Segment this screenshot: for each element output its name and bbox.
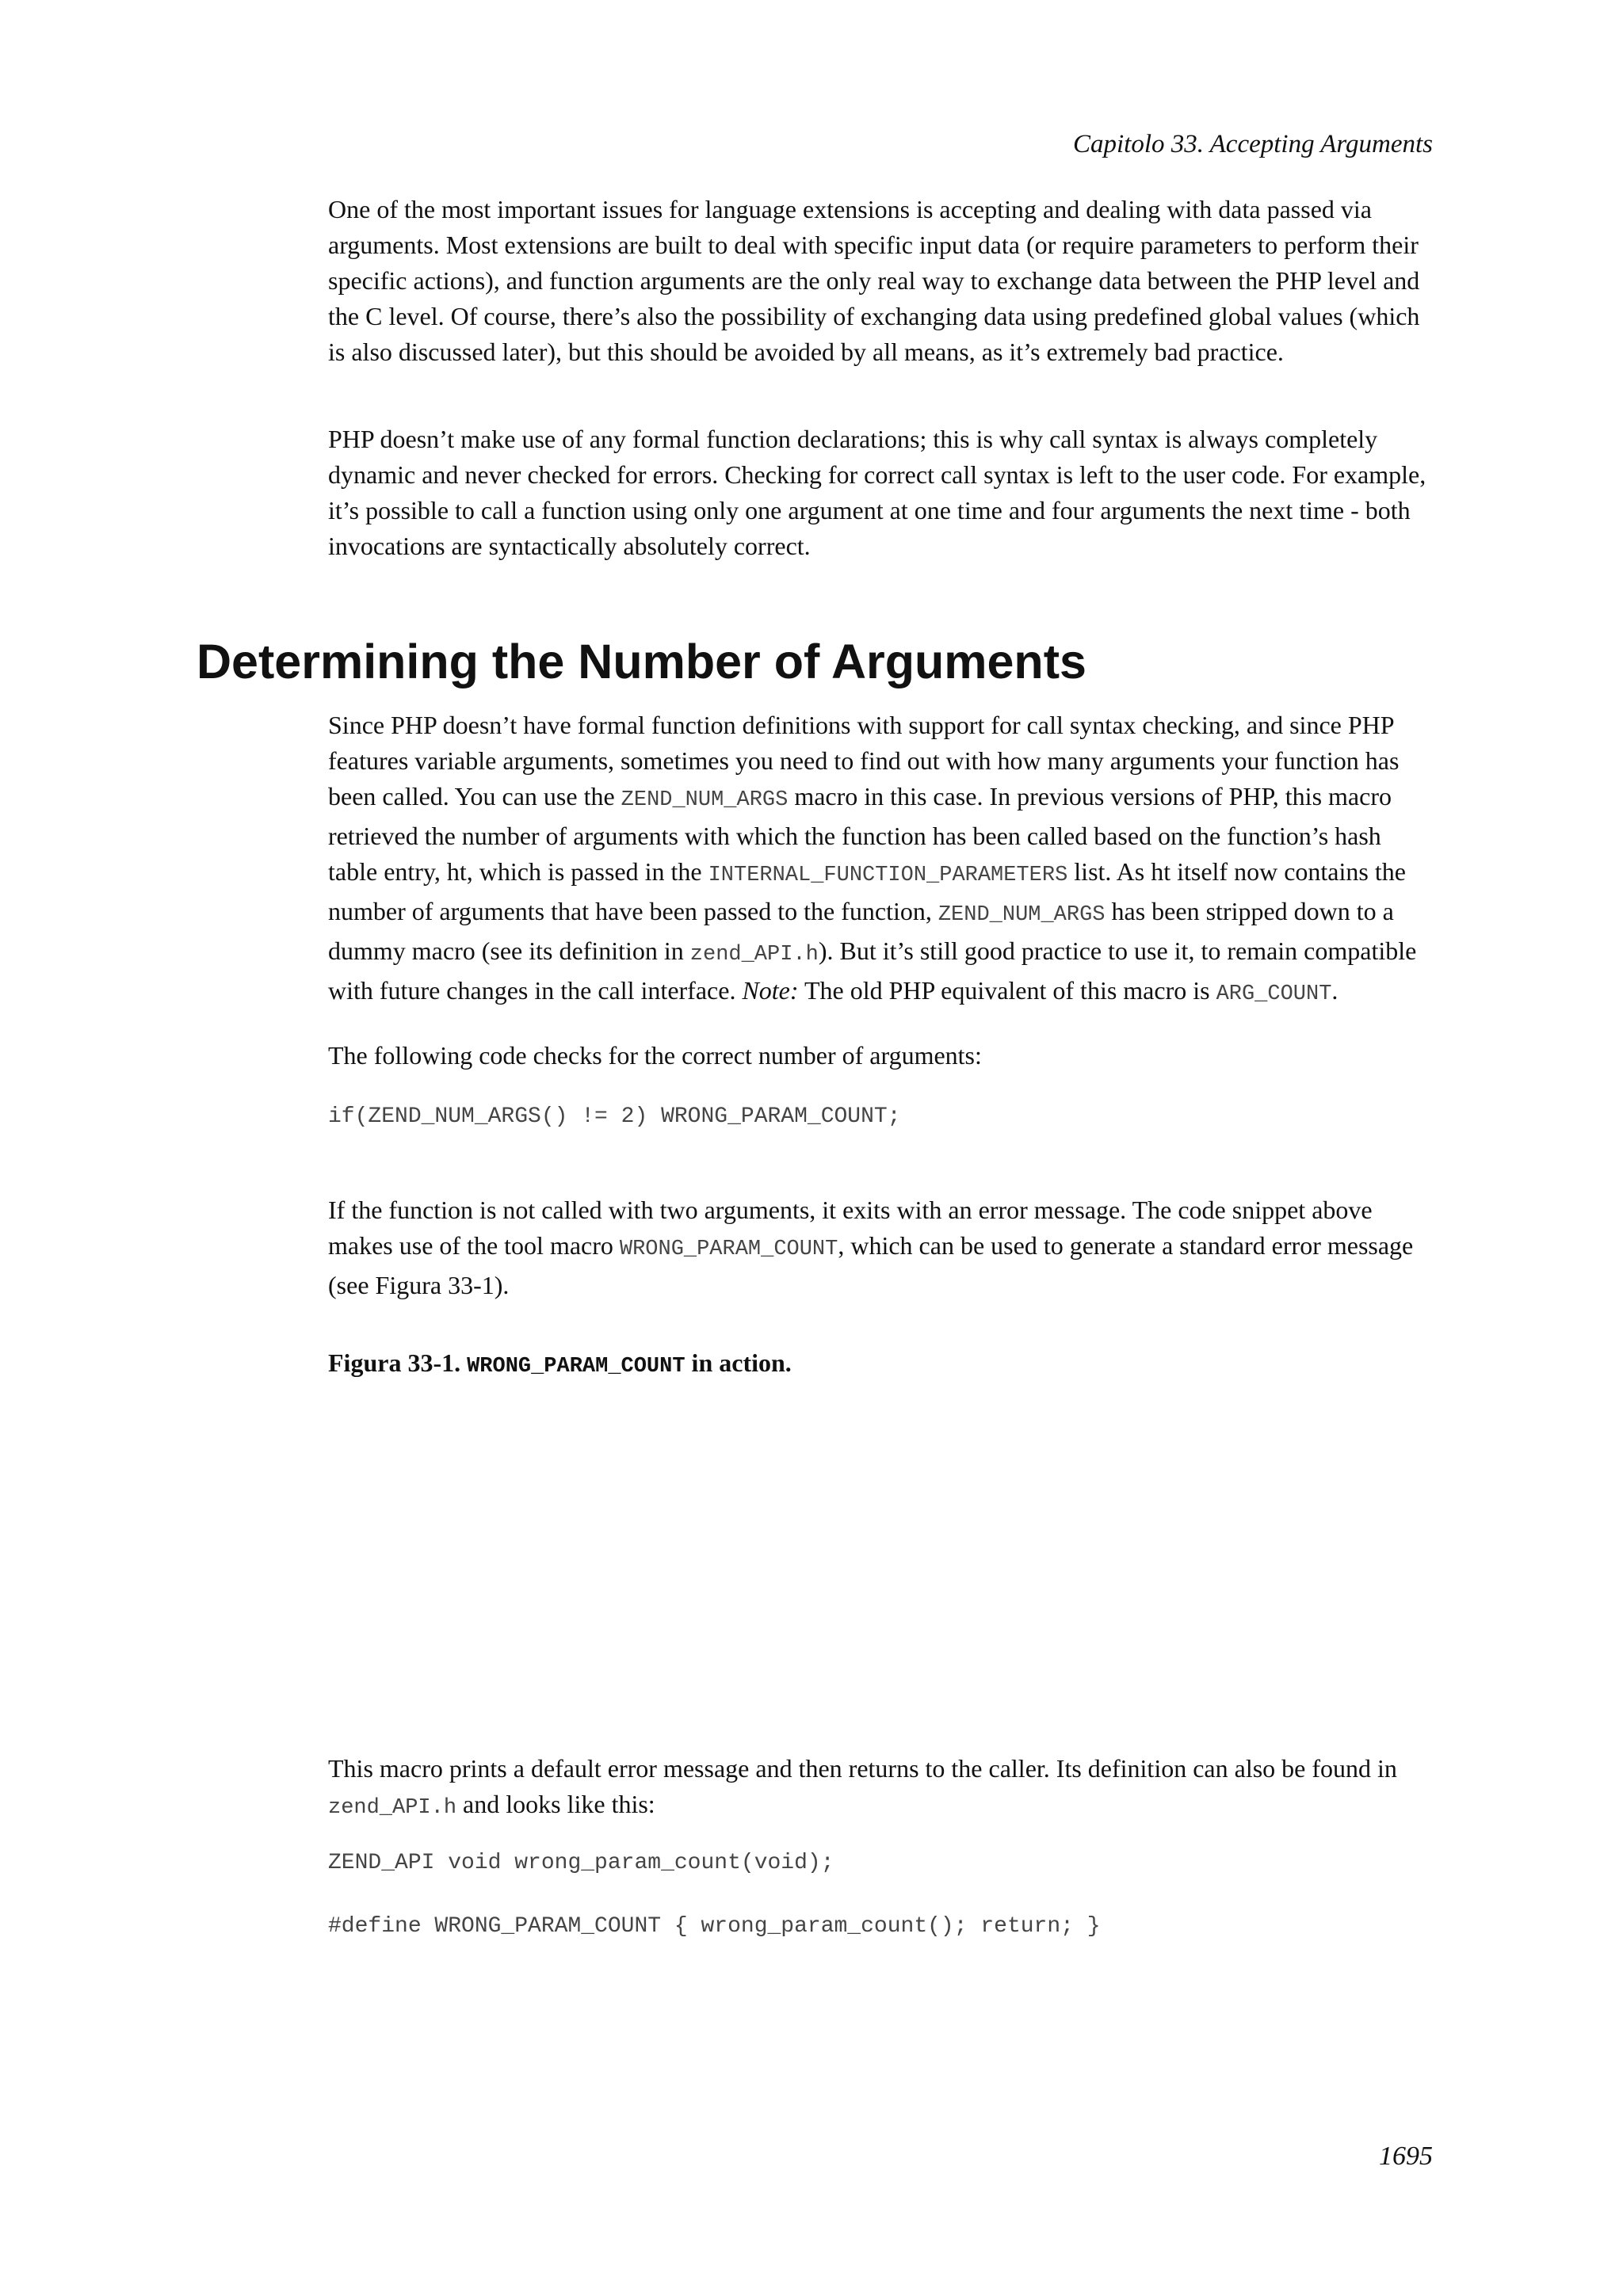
running-header: Capitolo 33. Accepting Arguments [1072, 130, 1433, 158]
figure-placeholder [328, 1394, 1431, 1743]
inline-code-zend-api-h: zend_API.h [689, 943, 819, 967]
caption-code: WRONG_PARAM_COUNT [467, 1355, 685, 1379]
text-run: and looks like this: [456, 1790, 655, 1818]
text-run: macro in this case. In previous versions of PHP, this macro retrieved the number of arguments with which the function has been called based on the function’s hash table entry, ht, which is passed in the [328, 782, 1392, 886]
note-label: Note: [742, 976, 799, 1005]
page-number: 1695 [1379, 2142, 1433, 2171]
intro-paragraph-1: One of the most important issues for language extensions is accepting and dealing with data passed via arguments. Most extensions are built to deal with specific input data (or require parameters to perform their specific actions), and function arguments are the only real way to exchange data between the PHP level and the C level. Of course, there’s also the possibility of exchanging data using predefined global values (which is also discussed later), but this should be avoided by all means, as it’s extremely bad practice. [328, 195, 1420, 366]
text-run: , which can be used to generate a standard error message (see Figura 33-1). [328, 1231, 1414, 1299]
inline-code-arg-count: ARG_COUNT [1216, 982, 1332, 1006]
section-paragraph-1 [328, 707, 1431, 1013]
caption-label: Figura 33-1. [328, 1348, 468, 1377]
code-block-3: #define WRONG_PARAM_COUNT { wrong_param_count(); return; } [328, 1914, 1101, 1939]
text-run: Since PHP doesn’t have formal function definitions with support for call syntax checking, and since PHP features variable arguments, sometimes you need to find out with how many arguments your function has been called. You can use the [328, 711, 1400, 810]
inline-code-internal-function-parameters: INTERNAL_FUNCTION_PARAMETERS [708, 864, 1068, 887]
text-run: ). But it’s still good practice to use it, to remain compatible with future changes in the call interface. [328, 936, 1417, 1005]
intro-paragraph-2: PHP doesn’t make use of any formal function declarations; this is why call syntax is always completely dynamic and never checked for errors. Checking for correct call syntax is left to the user code. For example, it’s possible to call a function using only one argument at one time and four arguments the next time - both invocations are syntactically absolutely correct. [328, 425, 1426, 560]
inline-code-wrong-param-count: WRONG_PARAM_COUNT [619, 1238, 838, 1261]
inline-code-zend-api-h: zend_API.h [328, 1796, 457, 1820]
text-run: The old PHP equivalent of this macro is [798, 976, 1216, 1005]
figure-caption [328, 1345, 792, 1385]
code-block-1: if(ZEND_NUM_ARGS() != 2) WRONG_PARAM_COUNT; [328, 1104, 901, 1129]
section-paragraph-3 [328, 1192, 1431, 1303]
inline-code-zend-num-args: ZEND_NUM_ARGS [938, 903, 1106, 927]
text-run: has been stripped down to a dummy macro (see its definition in [328, 897, 1394, 965]
text-run: . [1331, 976, 1338, 1005]
inline-code-zend-num-args: ZEND_NUM_ARGS [621, 788, 789, 812]
section-heading: Determining the Number of Arguments [197, 635, 1086, 688]
text-run: list. As ht itself now contains the number of arguments that have been passed to the function, [328, 857, 1406, 925]
section-paragraph-2: The following code checks for the correct number of arguments: [328, 1041, 982, 1070]
code-block-2: ZEND_API void wrong_param_count(void); [328, 1851, 834, 1875]
caption-rest: in action. [685, 1348, 792, 1377]
text-run: If the function is not called with two arguments, it exits with an error message. The code snippet above makes use of the tool macro [328, 1196, 1373, 1260]
section-paragraph-4 [328, 1751, 1431, 1826]
text-run: This macro prints a default error message and then returns to the caller. Its definition can also be found in [328, 1754, 1397, 1783]
